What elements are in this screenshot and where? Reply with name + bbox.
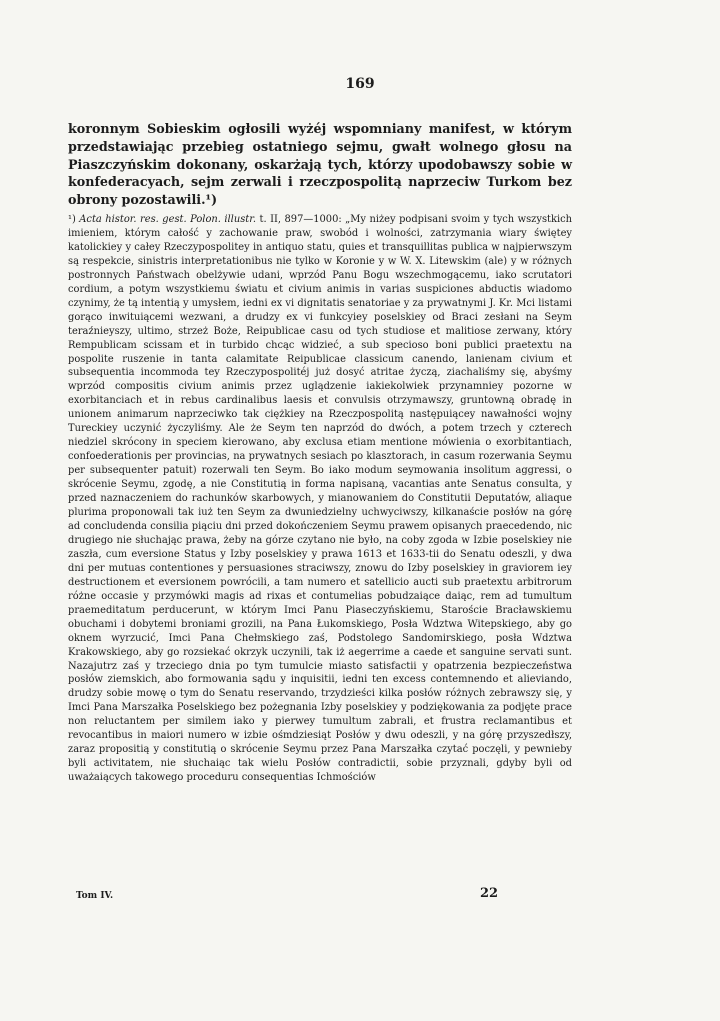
volume-signature: Tom IV. (76, 891, 114, 901)
footnote-source: Acta histor. res. gest. Polon. illustr. (79, 214, 257, 225)
main-paragraph: koronnym Sobieskim ogłosili wyżéj wspomniany manifest, w którym przedstawiając przebieg ostatniego sejmu, gwałt wolnego głosu na Piaszczyńskim dokonany, oskarżają tych, którzy upodobawszy sobie w konfederacyach, sejm zerwali i rzeczpospolitą naprzeciw Turkom bez obrony pozostawili.¹) (68, 121, 572, 208)
footnote-source-ref: t. II, 897—1000: (259, 214, 342, 225)
footnote (68, 213, 572, 785)
footnote-marker: ¹) (68, 214, 76, 225)
main-text (68, 120, 572, 209)
footnote-paragraph (68, 213, 572, 785)
page-number: 169 (345, 76, 375, 92)
sheet-signature: 22 (480, 886, 499, 901)
footnote-body: „My niżey podpisani svoim y tych wszystkich imieniem, którym całość y zachowanie praw, swobód i wolności, zatrzymania wiary świętey katolickiey y całey Rzeczypospolitey in antiquo statu, quies et transquillitas publica w najpierwszym są respekcie, sinistris interpretationibus nie tylko w Koronie y w W. X. Litewskim (ale) y w różnych postronnych Państwach obelżywie udani, wprzód Panu Bogu wszechmogącemu, iako scrutatori cordium, a potym wszystkiemu światu et civium animis in varias suspiciones abductis wiadomo czynimy, że tą intentią y umysłem, iedni ex vi dignitatis senatoriae y za prywatnymi J. Kr. Mci listami gorąco inwituiącemi wezwani, a drudzy ex vi funkcyiey poselskiey od Braci zesłani na Seym teraźnieyszy, ultimo, strzeż Boże, Reipublicae casu od tych studiose et malitiose zerwany, który Rempublicam scissam et in turbido chcąc widzieć, a sub specioso boni publici praetextu na pospolite ruszenie in tanta calamitate Reipublicae classicum canendo, lanienam civium et subsequentia incommoda tey Rzeczypospolitéj już dosyć atritae życzą, ziachaliśmy się, abyśmy wprzód compositis civium animis przez uglądzenie iakiekolwiek przynamniey pozorne w exorbitanciach et in rebus cardinalibus laesis et convulsis otrzymawszy, gruntowną obradę in unionem animarum naprzeciwko tak ciężkiey na Rzeczpospolitą następuiącey nawałności wojny Tureckiey uczynić życzyliśmy. Ale że Seym ten naprzód do dwóch, a potem trzech y czterech niedziel skrócony in speciem kierowano, aby exclusa etiam mentione mówienia o exorbitantiach, confoederationis per provincias, na prywatnych sesiach po klasztorach, in casum rozerwania Seymu per subsequenter patuit) rozerwali ten Seym. Bo iako modum seymowania insolitum aggressi, o skrócenie Seymu, zgodę, a nie Constitutią in forma napisaną, vacantias ante Senatus consulta, y przed naznaczeniem do rachunków skarbowych, y mianowaniem do Constitutii Deputatów, aliaque plurima proponowali tak iuż ten Seym za dwuniedzielny uchwyciwszy, kilkanaście posłów na górę ad concludenda consilia piąciu dni przed dokończeniem Seymu prawem opisanych praecedendo, nic drugiego nie słuchając prawa, żeby na górze czytano nie było, na coby zgoda w Izbie poselskiey nie zaszła, cum eversione Status y Izby poselskiey y prawa 1613 et 1633-tii do Senatu odeszli, y dwa dni per mutuas contentiones y persuasiones straciwszy, znowu do Izby poselskiey in graviorem iey destructionem et eversionem powrócili, a tam numero et satellicio aucti sub praetextu arbitrorum różne occasie y przymówki magis ad rixas et contumelias pobudzaiące daiąc, rem ad tumultum praemeditatum perducerunt, w którym Imci Panu Piaseczyńskiemu, Staroście Bracławskiemu obuchami i dobytemi broniami grozili, na Pana Łukomskiego, Posła Wdztwa Witepskiego, aby go oknem wyrzucić, Imci Pana Chełmskiego zaś, Podstolego Sandomirskiego, posła Wdztwa Krakowskiego, aby go rozsiekać okrzyk uczynili, tak iż aegerrime a caede et sanguine servati sunt. Nazajutrz zaś y trzeciego dnia po tym tumulcie miasto satisfactii y opatrzenia bezpieczeństwa posłów ziemskich, abo formowania sądu y inquisitii, iedni ten excess contemnendo et alieviando, drudzy sobie mowę o tym do Senatu reservando, trzydzieści kilka posłów różnych zebrawszy się, y Imci Pana Marszałka Poselskiego bez pożegnania Izby poselskiey y podziękowania za podjęte prace non reluctantem per similem iako y pierwey tumultum zabrali, et frustra reclamantibus et revocantibus in maiori numero w izbie ośmdziesiąt Posłów y dwu odeszli, y na górę przyszedłszy, zaraz propositią y constitutią o skrócenie Seymu przez Pana Marszałka czytać poczęli, y pewnieby byli activitatem, nie słuchaiąc tak wielu Posłów contradictii, sobie przyznali, gdyby byli od uważaiących takowego proceduru consequentias Ichmościów (68, 214, 573, 784)
